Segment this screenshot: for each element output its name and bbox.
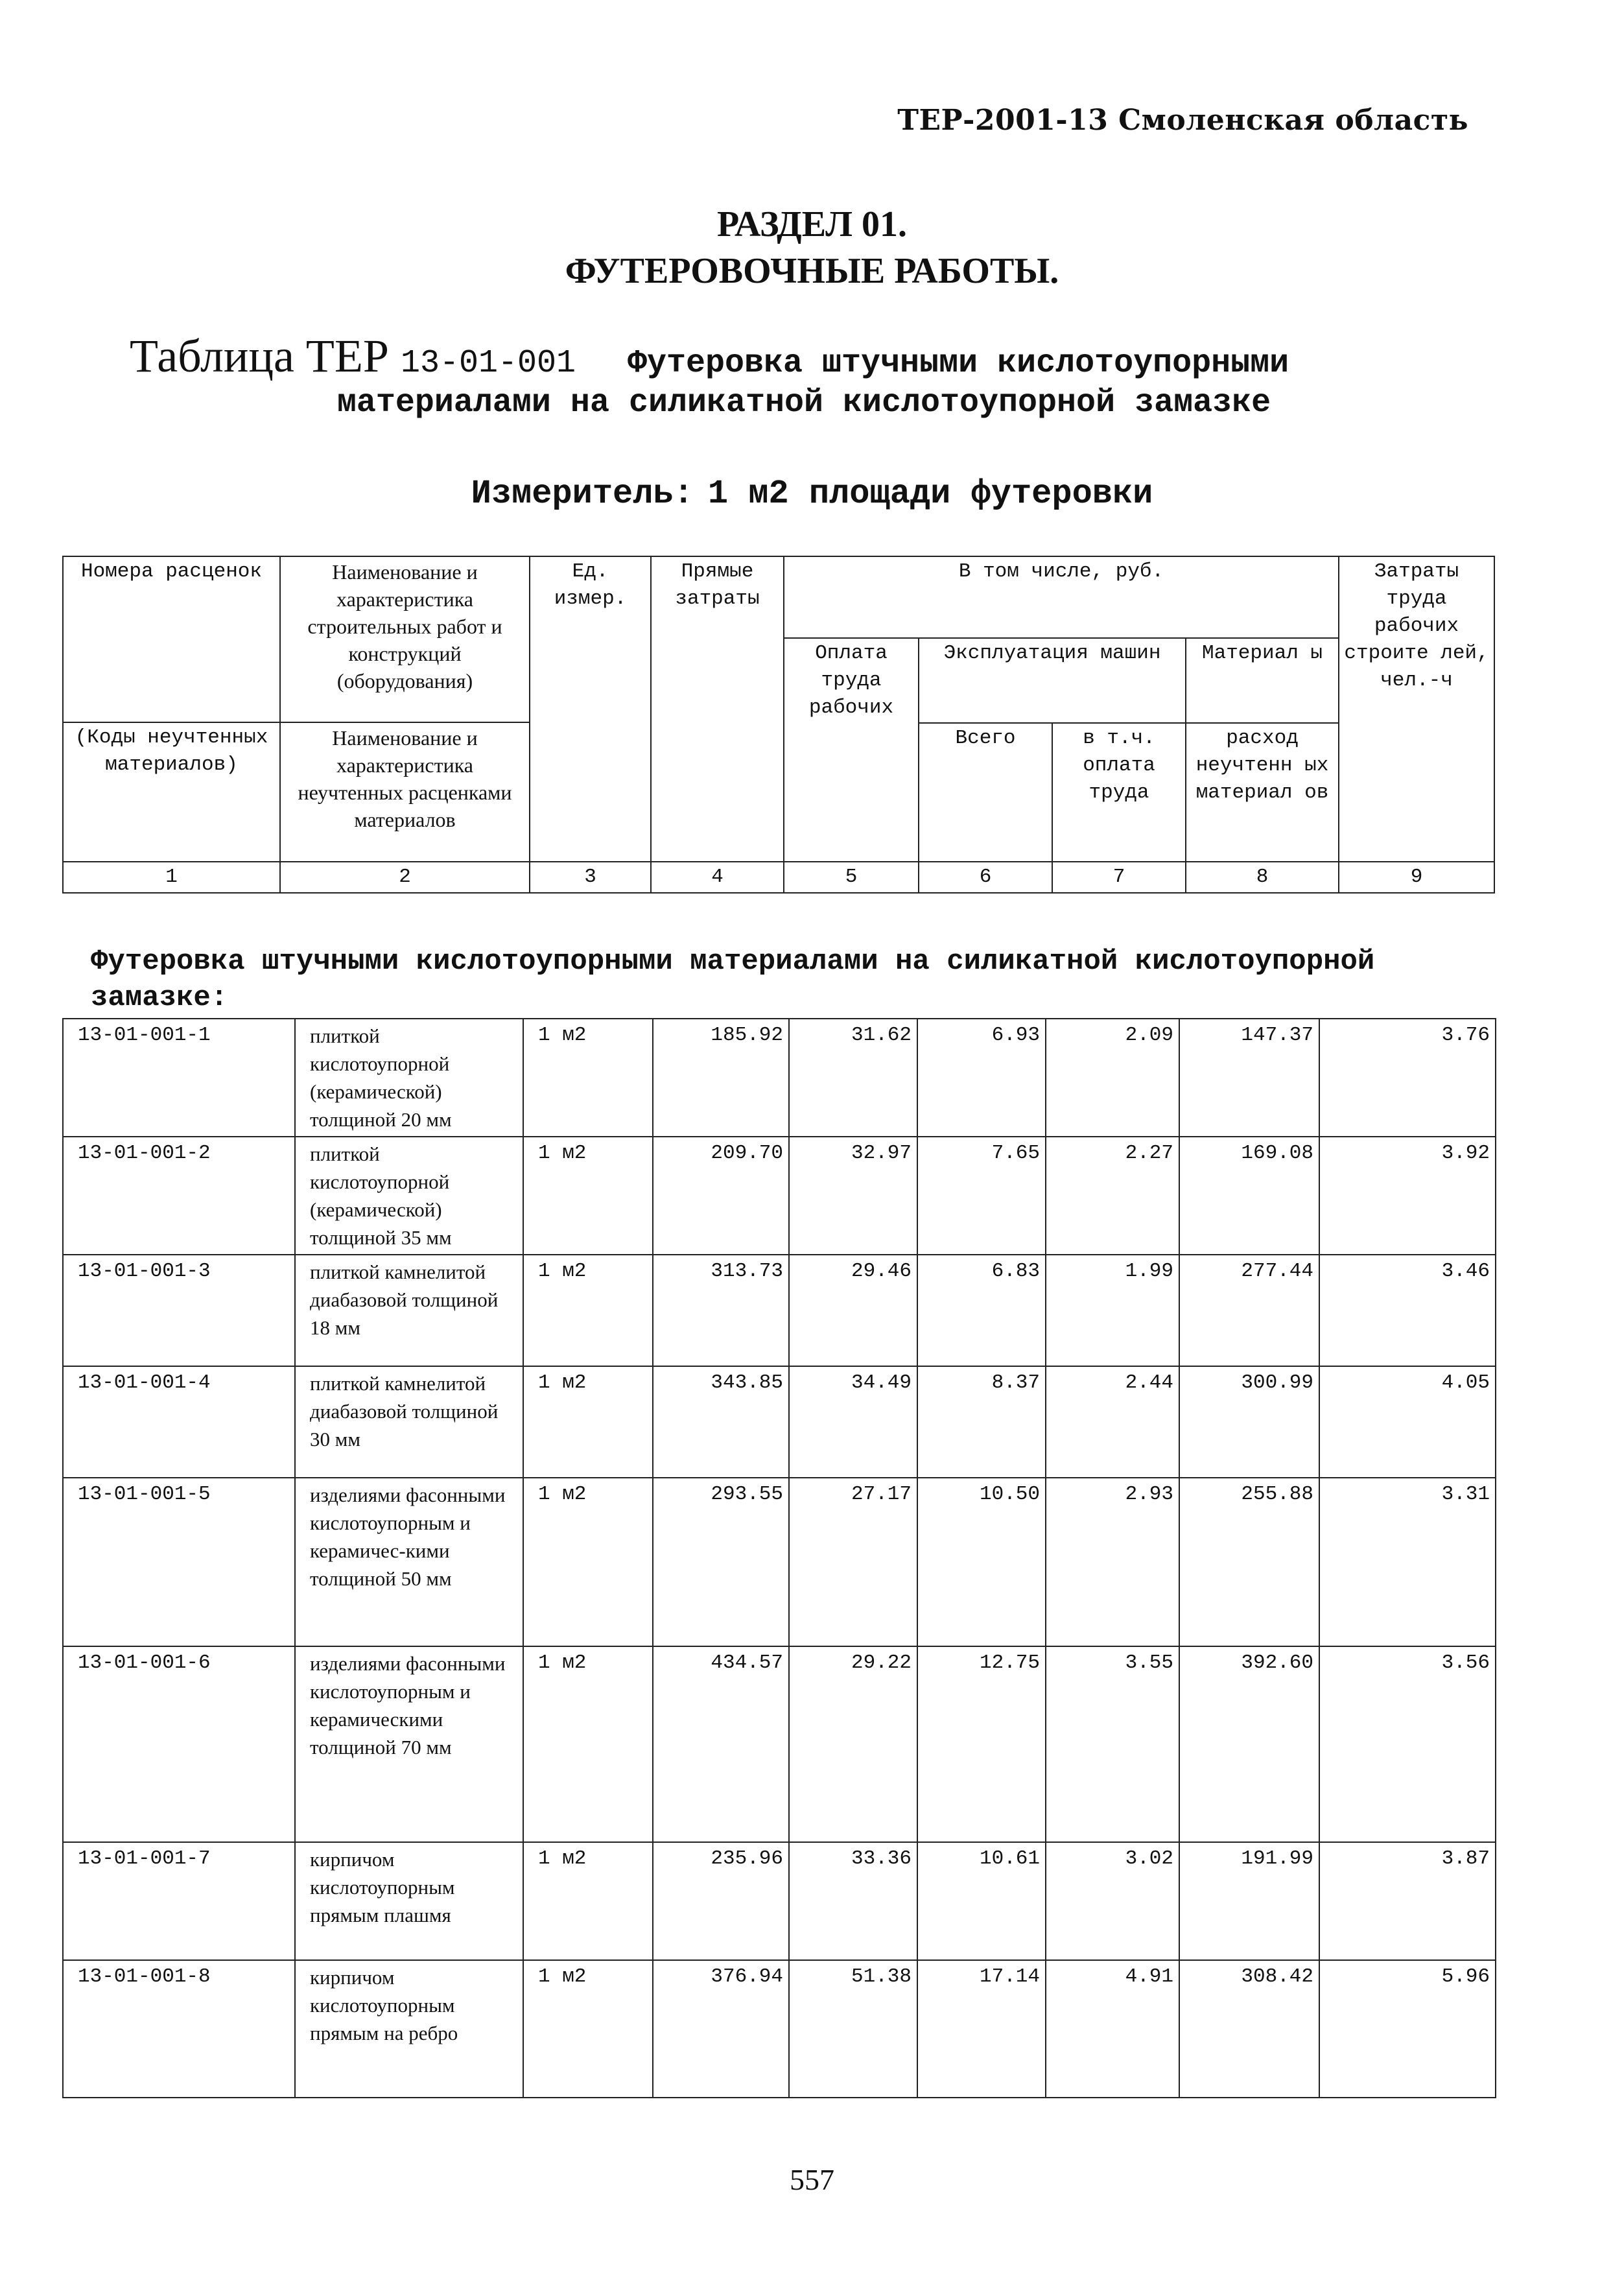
table-row — [63, 1019, 1496, 1137]
rate-name: кирпичом кислотоупорным прямым плашмя — [295, 1842, 523, 1960]
direct-cost: 185.92 — [653, 1019, 789, 1137]
materials-cost: 147.37 — [1179, 1019, 1319, 1137]
machines-labor-cost: 3.55 — [1046, 1646, 1179, 1842]
machines-cost: 12.75 — [917, 1646, 1046, 1842]
rates-table — [62, 1018, 1496, 2098]
rate-name: плиткой кислотоупорной (керамической) толщиной 20 мм — [295, 1019, 523, 1137]
table-row — [63, 1137, 1496, 1255]
section-number: РАЗДЕЛ 01. — [716, 204, 908, 244]
labor-cost: 33.36 — [789, 1842, 917, 1960]
rate-unit: 1 м2 — [523, 1842, 653, 1960]
table-row — [63, 1478, 1496, 1646]
labor-cost: 27.17 — [789, 1478, 917, 1646]
labor-cost: 31.62 — [789, 1019, 917, 1137]
machines-cost: 7.65 — [917, 1137, 1046, 1255]
column-number: 7 — [1052, 862, 1186, 893]
unit-value: 1 м2 площади футеровки — [707, 475, 1153, 513]
section-title — [0, 201, 1624, 294]
table-code: 13-01-001 — [400, 345, 576, 382]
machines-labor-cost: 3.02 — [1046, 1842, 1179, 1960]
machines-cost: 6.93 — [917, 1019, 1046, 1137]
rate-unit: 1 м2 — [523, 1137, 653, 1255]
column-number: 4 — [651, 862, 784, 893]
machines-cost: 10.50 — [917, 1478, 1046, 1646]
labor-cost: 32.97 — [789, 1137, 917, 1255]
direct-cost: 209.70 — [653, 1137, 789, 1255]
rate-code: 13-01-001-8 — [63, 1960, 295, 2098]
rate-name: плиткой камнелитой диабазовой толщиной 30 мм — [295, 1366, 523, 1478]
rate-unit: 1 м2 — [523, 1255, 653, 1366]
labor-cost: 29.46 — [789, 1255, 917, 1366]
rate-unit: 1 м2 — [523, 1478, 653, 1646]
rate-unit: 1 м2 — [523, 1019, 653, 1137]
direct-cost: 434.57 — [653, 1646, 789, 1842]
materials-cost: 308.42 — [1179, 1960, 1319, 2098]
machines-cost: 17.14 — [917, 1960, 1046, 2098]
table-row — [63, 1646, 1496, 1842]
rate-code: 13-01-001-5 — [63, 1478, 295, 1646]
column-number: 1 — [63, 862, 280, 893]
machines-cost: 8.37 — [917, 1366, 1046, 1478]
rate-unit: 1 м2 — [523, 1366, 653, 1478]
machines-labor-cost: 4.91 — [1046, 1960, 1179, 2098]
table-row — [63, 1366, 1496, 1478]
rate-unit: 1 м2 — [523, 1960, 653, 2098]
column-numbers-row — [63, 862, 1494, 893]
table-row — [63, 1842, 1496, 1960]
direct-cost: 343.85 — [653, 1366, 789, 1478]
column-number: 3 — [530, 862, 651, 893]
col-group-header: В том числе, руб. — [784, 556, 1339, 638]
column-number: 5 — [784, 862, 919, 893]
labor-hours: 3.87 — [1319, 1842, 1496, 1960]
materials-cost: 169.08 — [1179, 1137, 1319, 1255]
table-title-continued: материалами на силикатной кислотоупорной замазке — [336, 385, 1271, 421]
machines-labor-cost: 2.09 — [1046, 1019, 1179, 1137]
direct-cost: 293.55 — [653, 1478, 789, 1646]
group-title: Футеровка штучными кислотоупорными материалами на силикатной кислотоупорной замазке: — [91, 945, 1375, 1014]
col-4-header: Прямые затраты — [651, 556, 784, 862]
col-5-header: Оплата труда рабочих — [784, 638, 919, 862]
rate-name: кирпичом кислотоупорным прямым на ребро — [295, 1960, 523, 2098]
labor-hours: 5.96 — [1319, 1960, 1496, 2098]
col-6-7-header: Эксплуатация машин — [919, 638, 1186, 723]
direct-cost: 376.94 — [653, 1960, 789, 2098]
table-title: Футеровка штучными кислотоупорными — [627, 345, 1289, 382]
rate-name: плиткой кислотоупорной (керамической) толщиной 35 мм — [295, 1137, 523, 1255]
table-caption — [130, 329, 1491, 421]
rate-name: плиткой камнелитой диабазовой толщиной 18 мм — [295, 1255, 523, 1366]
col-1-subheader: (Коды неучтенных материалов) — [63, 722, 280, 862]
table-row — [63, 1960, 1496, 2098]
table-row — [63, 1255, 1496, 1366]
machines-labor-cost: 2.27 — [1046, 1137, 1179, 1255]
document-header: ТЕР-2001-13 Смоленская область — [897, 104, 1468, 137]
unit-line — [0, 475, 1624, 513]
materials-cost: 392.60 — [1179, 1646, 1319, 1842]
direct-cost: 235.96 — [653, 1842, 789, 1960]
col-6-header: Всего — [919, 723, 1052, 862]
machines-cost: 10.61 — [917, 1842, 1046, 1960]
column-number: 2 — [280, 862, 530, 893]
labor-cost: 51.38 — [789, 1960, 917, 2098]
labor-cost: 29.22 — [789, 1646, 917, 1842]
table-label: Таблица ТЕР — [130, 330, 389, 382]
materials-cost: 300.99 — [1179, 1366, 1319, 1478]
col-9-header: Затраты труда рабочих строите лей, чел.-ч — [1339, 556, 1494, 862]
rate-code: 13-01-001-1 — [63, 1019, 295, 1137]
materials-cost: 277.44 — [1179, 1255, 1319, 1366]
rate-name: изделиями фасонными кислотоупорным и керамическими толщиной 70 мм — [295, 1646, 523, 1842]
materials-cost: 255.88 — [1179, 1478, 1319, 1646]
col-3-header: Ед. измер. — [530, 556, 651, 862]
rate-name: изделиями фасонными кислотоупорным и керамичес-кими толщиной 50 мм — [295, 1478, 523, 1646]
labor-hours: 3.92 — [1319, 1137, 1496, 1255]
labor-cost: 34.49 — [789, 1366, 917, 1478]
labor-hours: 4.05 — [1319, 1366, 1496, 1478]
labor-hours: 3.56 — [1319, 1646, 1496, 1842]
rate-code: 13-01-001-2 — [63, 1137, 295, 1255]
machines-labor-cost: 2.93 — [1046, 1478, 1179, 1646]
col-1-header: Номера расценок — [63, 556, 280, 722]
col-8-subheader: расход неучтенн ых материал ов — [1186, 723, 1339, 862]
unit-label: Измеритель: — [471, 475, 694, 513]
direct-cost: 313.73 — [653, 1255, 789, 1366]
col-2-subheader: Наименование и характеристика неучтенных расценками материалов — [280, 722, 530, 862]
header-table — [62, 556, 1495, 894]
rate-unit: 1 м2 — [523, 1646, 653, 1842]
rate-code: 13-01-001-7 — [63, 1842, 295, 1960]
labor-hours: 3.76 — [1319, 1019, 1496, 1137]
materials-cost: 191.99 — [1179, 1842, 1319, 1960]
rate-code: 13-01-001-6 — [63, 1646, 295, 1842]
machines-cost: 6.83 — [917, 1255, 1046, 1366]
col-7-header: в т.ч. оплата труда — [1052, 723, 1186, 862]
column-number: 9 — [1339, 862, 1494, 893]
machines-labor-cost: 1.99 — [1046, 1255, 1179, 1366]
labor-hours: 3.46 — [1319, 1255, 1496, 1366]
column-number: 8 — [1186, 862, 1339, 893]
col-2-header: Наименование и характеристика строительных работ и конструкций (оборудования) — [280, 556, 530, 722]
page-number: 557 — [790, 2163, 834, 2196]
col-8-header: Материал ы — [1186, 638, 1339, 723]
machines-labor-cost: 2.44 — [1046, 1366, 1179, 1478]
rate-code: 13-01-001-3 — [63, 1255, 295, 1366]
section-name: ФУТЕРОВОЧНЫЕ РАБОТЫ. — [565, 251, 1059, 291]
labor-hours: 3.31 — [1319, 1478, 1496, 1646]
column-number: 6 — [919, 862, 1052, 893]
rate-code: 13-01-001-4 — [63, 1366, 295, 1478]
